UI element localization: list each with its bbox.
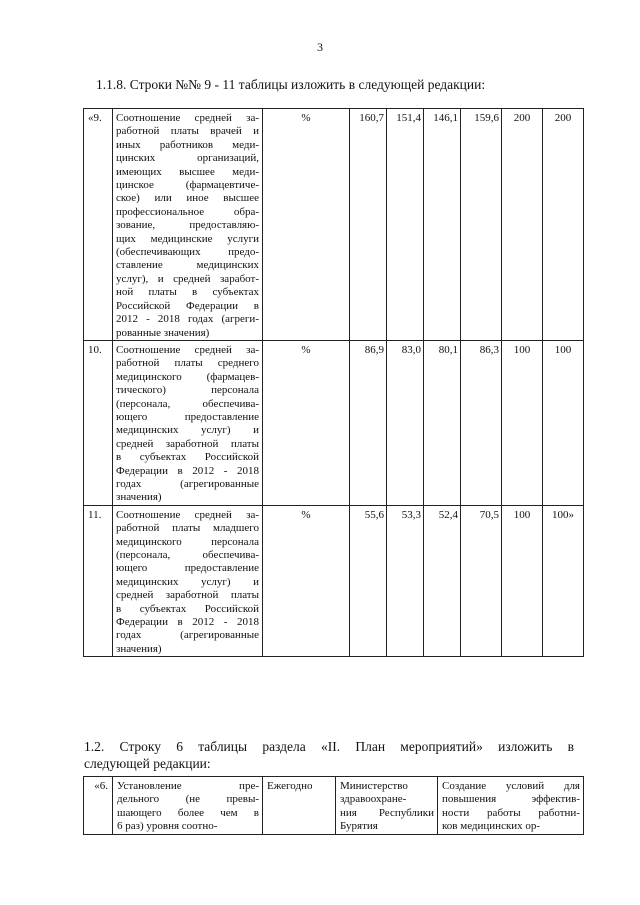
cell-text-line: Федерации в 2012 - 2018 (116, 616, 259, 629)
section-heading-1-2-line2: следующей редакции: (84, 756, 211, 771)
row-number: «9. (84, 109, 113, 341)
cell-text-line: медицинского персонала (116, 535, 259, 548)
indicator-description (113, 109, 263, 341)
cell-text-line: Соотношение средней за- (116, 343, 259, 356)
cell-text-line: ское) или иное высшее (116, 192, 259, 205)
cell-text-line: Соотношение средней за- (116, 112, 259, 124)
table-row (84, 109, 584, 341)
cell-text-line: зование, предоставляю- (116, 219, 259, 232)
indicator-description (113, 340, 263, 505)
value-cell: 83,0 (387, 340, 424, 505)
cell-text-line: медицинского (фармацев- (116, 370, 259, 383)
cell-text-line: тического) персонала (116, 384, 259, 397)
responsible-cell (336, 777, 438, 835)
value-cell: 100 (502, 340, 543, 505)
cell-text-line: рованные значения) (116, 326, 210, 339)
value-cell: 200 (502, 109, 543, 341)
cell-text-line: здравоохране- (340, 793, 407, 806)
period-cell: Ежегодно (263, 777, 336, 835)
value-cell: 86,3 (461, 340, 502, 505)
cell-text-line: работной платы младшего (116, 522, 259, 535)
cell-text-line: повышения эффектив- (442, 793, 580, 806)
cell-text-line: средней заработной платы (116, 589, 259, 602)
cell-text-line: Федерации в 2012 - 2018 (116, 464, 259, 477)
cell-text-line: профессиональное обра- (116, 205, 259, 218)
cell-text-line: медицинских услуг) и (116, 424, 259, 437)
cell-text-line: годах (агрегированные (116, 629, 259, 642)
result-cell (438, 777, 584, 835)
cell-text-line: (обеспечивающих предо- (116, 246, 259, 259)
row-number: 10. (84, 340, 113, 505)
value-cell: 86,9 (350, 340, 387, 505)
cell-text-line: ности работы работни- (442, 806, 580, 819)
cell-text-line: значения) (116, 642, 162, 655)
cell-text-line: ющего предоставление (116, 562, 259, 575)
cell-text-line: средней заработной платы (116, 437, 259, 450)
cell-text-line: ной платы в субъектах (116, 286, 259, 299)
page-number: 3 (317, 40, 323, 54)
value-cell: 100 (502, 505, 543, 656)
cell-text-line: значения) (116, 491, 162, 504)
cell-text-line: Бурятия (340, 820, 378, 833)
value-cell: 52,4 (424, 505, 461, 656)
cell-text-line: Создание условий для (442, 780, 580, 792)
cell-text-line: услуг), и средней заработ- (116, 272, 259, 285)
table-row (84, 505, 584, 656)
value-cell: 200 (543, 109, 584, 341)
row-number: «6. (84, 777, 113, 835)
cell-text-line: ния Республики (340, 806, 434, 819)
value-cell: 151,4 (387, 109, 424, 341)
cell-text-line: в субъектах Российской (116, 602, 259, 615)
cell-text-line: (персонала, обеспечива- (116, 397, 259, 410)
cell-text-line: Российской Федерации в (116, 299, 259, 312)
section-heading-1-2-line1: 1.2. Строку 6 таблицы раздела «II. План мероприятий» изложить в (84, 739, 574, 754)
indicator-description (113, 505, 263, 656)
measure-cell (113, 777, 263, 835)
row-number: 11. (84, 505, 113, 656)
plan-measures-table (83, 776, 584, 835)
value-cell: 160,7 (350, 109, 387, 341)
value-cell: 100 (543, 340, 584, 505)
cell-text-line: щих медицинские услуги (116, 232, 259, 245)
value-cell: 159,6 (461, 109, 502, 341)
unit-cell: % (263, 109, 350, 341)
cell-text-line: цинских организаций, (116, 152, 259, 165)
unit-cell: % (263, 505, 350, 656)
table-row (84, 340, 584, 505)
cell-text-line: Министерство (340, 780, 408, 792)
value-cell: 100» (543, 505, 584, 656)
cell-text-line: ющего предоставление (116, 410, 259, 423)
cell-text-line: работной платы среднего (116, 357, 259, 370)
indicators-table (83, 108, 584, 657)
unit-cell: % (263, 340, 350, 505)
cell-text-line: (персонала, обеспечива- (116, 549, 259, 561)
cell-text-line: в субъектах Российской (116, 451, 259, 464)
cell-text-line: годах (агрегированные (116, 477, 259, 490)
cell-text-line: работной платы врачей и (116, 125, 259, 138)
cell-text-line: Установление пре- (117, 780, 259, 792)
cell-text-line: дельного (не превы- (117, 793, 259, 806)
cell-text-line: шающего более чем в (117, 806, 259, 819)
cell-text-line: 6 раз) уровня соотно- (117, 820, 218, 833)
cell-text-line: ков медицинских ор- (442, 820, 541, 833)
cell-text-line: Соотношение средней за- (116, 508, 259, 521)
cell-text-line: иных работников меди- (116, 138, 259, 151)
cell-text-line: цинское (фармацевтиче- (116, 179, 259, 192)
value-cell: 55,6 (350, 505, 387, 656)
value-cell: 146,1 (424, 109, 461, 341)
cell-text-line: 2012 - 2018 годах (агреги- (116, 313, 259, 326)
cell-text-line: имеющих высшее меди- (116, 165, 259, 178)
cell-text-line: ставление медицинских (116, 259, 259, 272)
section-heading-1-1-8: 1.1.8. Строки №№ 9 - 11 таблицы изложить в следующей редакции: (96, 77, 486, 92)
section-heading-1-2 (84, 738, 574, 772)
value-cell: 80,1 (424, 340, 461, 505)
value-cell: 53,3 (387, 505, 424, 656)
value-cell: 70,5 (461, 505, 502, 656)
cell-text-line: медицинских услуг) и (116, 575, 259, 588)
table-row (84, 777, 584, 835)
